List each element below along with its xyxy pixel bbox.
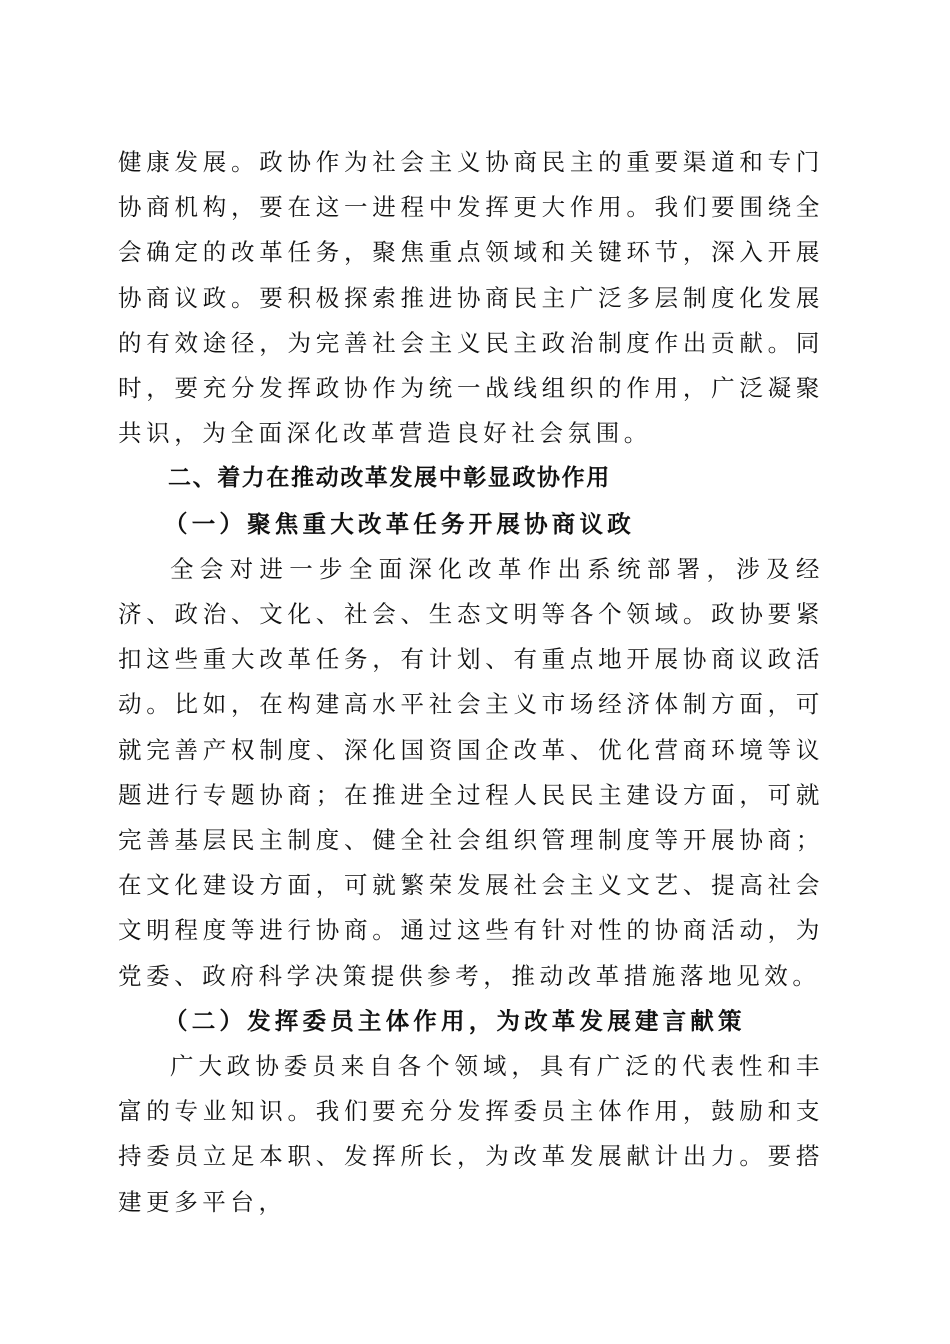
paragraph-intro: 健康发展。政协作为社会主义协商民主的重要渠道和专门协商机构，要在这一进程中发挥更大作用。我们要围绕全会确定的改革任务，聚焦重点领域和关键环节，深入开展协商议政。要积极探索推进协商民主广泛多层制度化发展的有效途径，为完善社会主义民主政治制度作出贡献。同时，要充分发挥政协作为统一战线组织的作用，广泛凝聚共识，为全面深化改革营造良好社会氛围。	[118, 148, 824, 448]
paragraph-subsection-2: 广大政协委员来自各个领域，具有广泛的代表性和丰富的专业知识。我们要充分发挥委员主体作用，鼓励和支持委员立足本职、发挥所长，为改革发展献计出力。要搭建更多平台，	[118, 1052, 824, 1216]
paragraph-subsection-1: 全会对进一步全面深化改革作出系统部署，涉及经济、政治、文化、社会、生态文明等各个领域。政协要紧扣这些重大改革任务，有计划、有重点地开展协商议政活动。比如，在构建高水平社会主义市场经济体制方面，可就完善产权制度、深化国资国企改革、优化营商环境等议题进行专题协商；在推进全过程人民民主建设方面，可就完善基层民主制度、健全社会组织管理制度等开展协商；在文化建设方面，可就繁荣发展社会主义文艺、提高社会文明程度等进行协商。通过这些有针对性的协商活动，为党委、政府科学决策提供参考，推动改革措施落地见效。	[118, 554, 824, 990]
subsection-heading-1: （一）聚焦重大改革任务开展协商议政	[164, 509, 635, 538]
subsection-heading-2: （二）发挥委员主体作用，为改革发展建言献策	[164, 1006, 746, 1035]
document-page	[118, 140, 824, 1225]
section-heading-2: 二、着力在推动改革发展中彰显政协作用	[168, 465, 611, 492]
